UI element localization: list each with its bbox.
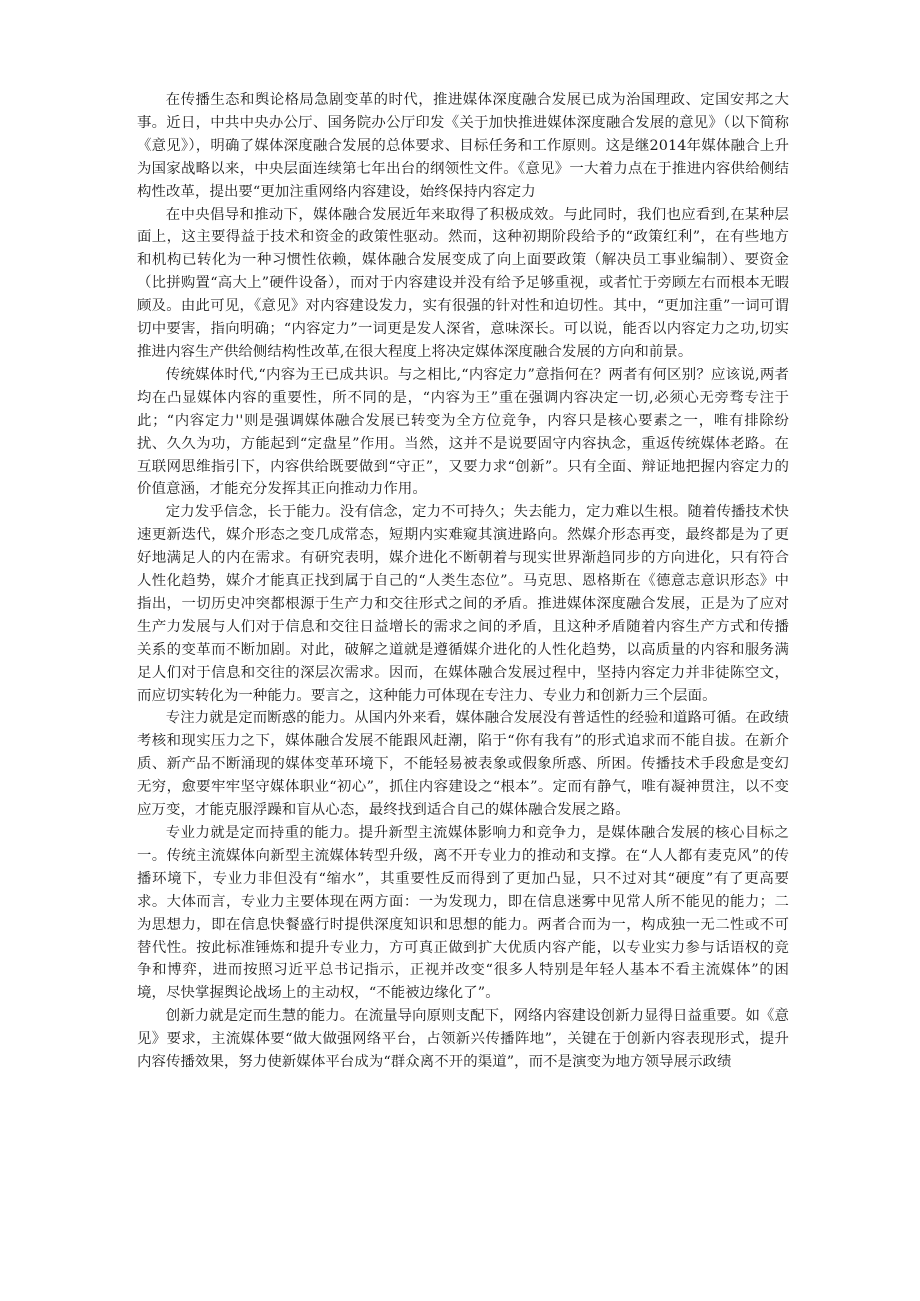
paragraph: 专业力就是定而持重的能力。提升新型主流媒体影响力和竞争力，是媒体融合发展的核心目标之一。传统主流媒体向新型主流媒体转型升级，离不开专业力的推动和支撑。在“人人都有麦克风”的传播环境下，专业力非但没有“缩水”，其重要性反而得到了更加凸显，只不过对其“硬度”有了更高要求。大体而言，专业力主要体现在两方面：一为发现力，即在信息迷雾中见常人所不能见的能力；二为思想力，即在信息快餐盛行时提供深度知识和思想的能力。两者合而为一，构成独一无二性或不可替代性。按此标准锤炼和提升专业力，方可真正做到扩大优质内容产能，以专业实力参与话语权的竞争和博弈，进而按照习近平总书记指示，正视并改变“很多人特别是年轻人基本不看主流媒体”的困境，尽快掌握舆论战场上的主动权，“不能被边缘化了”。	[137, 825, 789, 1002]
paragraph: 创新力就是定而生慧的能力。在流量导向原则支配下，网络内容建设创新力显得日益重要。如《意见》要求，主流媒体要“做大做强网络平台，占领新兴传播阵地”，关键在于创新内容表现形式，提升内容传播效果，努力使新媒体平台成为“群众离不开的渠道”，而不是演变为地方领导展示政绩	[137, 1008, 789, 1071]
paragraph: 定力发乎信念，长于能力。没有信念，定力不可持久；失去能力，定力难以生根。随着传播技术快速更新迭代，媒介形态之变几成常态，短期内实难窥其演进路向。然媒介形态再变，最终都是为了更好地满足人的内在需求。有研究表明，媒介进化不断朝着与现实世界渐趋同步的方向进化，只有符合人性化趋势，媒介才能真正找到属于自己的“人类生态位”。马克思、恩格斯在《德意志意识形态》中指出，一切历史冲突都根源于生产力和交往形式之间的矛盾。推进媒体深度融合发展，正是为了应对生产力发展与人们对于信息和交往日益增长的需求之间的矛盾，且这种矛盾随着内容生产方式和传播关系的变革而不断加剧。对此，破解之道就是遵循媒介进化的人性化趋势，以高质量的内容和服务满足人们对于信息和交往的深层次需求。因而，在媒体融合发展过程中，坚持内容定力并非徒陈空文，而应切实转化为一种能力。要言之，这种能力可体现在专注力、专业力和创新力三个层面。	[137, 504, 789, 704]
paragraph: 在传播生态和舆论格局急剧变革的时代，推进媒体深度融合发展已成为治国理政、定国安邦之大事。近日，中共中央办公厅、国务院办公厅印发《关于加快推进媒体深度融合发展的意见》（以下简称《意见》），明确了媒体深度融合发展的总体要求、目标任务和工作原则。这是继2014年媒体融合上升为国家战略以来，中央层面连续第七年出台的纲领性文件。《意见》一大着力点在于推进内容供给侧结构性改革，提出要“更加注重网络内容建设，始终保持内容定力	[137, 92, 789, 200]
article-body	[137, 89, 789, 1074]
paragraph: 专注力就是定而断惑的能力。从国内外来看，媒体融合发展没有普适性的经验和道路可循。在政绩考核和现实压力之下，媒体融合发展不能跟风赶潮，陷于“你有我有”的形式追求而不能自拔。在新介质、新产品不断涌现的媒体变革环境下，不能轻易被表象或假象所惑、所困。传播技术手段愈是变幻无穷，愈要牢牢坚守媒体职业“初心”，抓住内容建设之“根本”。定而有静气，唯有凝神贯注，以不变应万变，才能克服浮躁和盲从心态，最终找到适合自己的媒体融合发展之路。	[137, 710, 789, 819]
paragraph: 在中央倡导和推动下，媒体融合发展近年来取得了积极成效。与此同时，我们也应看到,在某种层面上，这主要得益于技术和资金的政策性驱动。然而，这种初期阶段给予的“政策红利”，在有些地方和机构已转化为一种习惯性依赖，媒体融合发展变成了向上面要政策（解决员工事业编制）、要资金（比拼购置“高大上”硬件设备），而对于内容建设并没有给予足够重视，或者忙于旁顾左右而根本无暇顾及。由此可见，《意见》对内容建设发力，实有很强的针对性和迫切性。其中，“更加注重”一词可谓切中要害，指向明确；“内容定力”一词更是发人深省，意味深长。可以说，能否以内容定力之功,切实推进内容生产供给侧结构性改革,在很大程度上将决定媒体深度融合发展的方向和前景。	[137, 206, 789, 360]
paragraph: 传统媒体时代,“内容为王已成共识。与之相比,“内容定力”意指何在？两者有何区别？应该说,两者均在凸显媒体内容的重要性，所不同的是，“内容为王”重在强调内容决定一切,必须心无旁骛专注于此；“内容定力''则是强调媒体融合发展已转变为全方位竞争，内容只是核心要素之一，唯有排除纷扰、久久为功，方能起到“定盘星”作用。当然，这并不是说要固守内容执念，重返传统媒体老路。在互联网思维指引下，内容供给既要做到“守正”，又要力求“创新”。只有全面、辩证地把握内容定力的价值意涵，才能充分发挥其正向推动力作用。	[137, 366, 789, 498]
